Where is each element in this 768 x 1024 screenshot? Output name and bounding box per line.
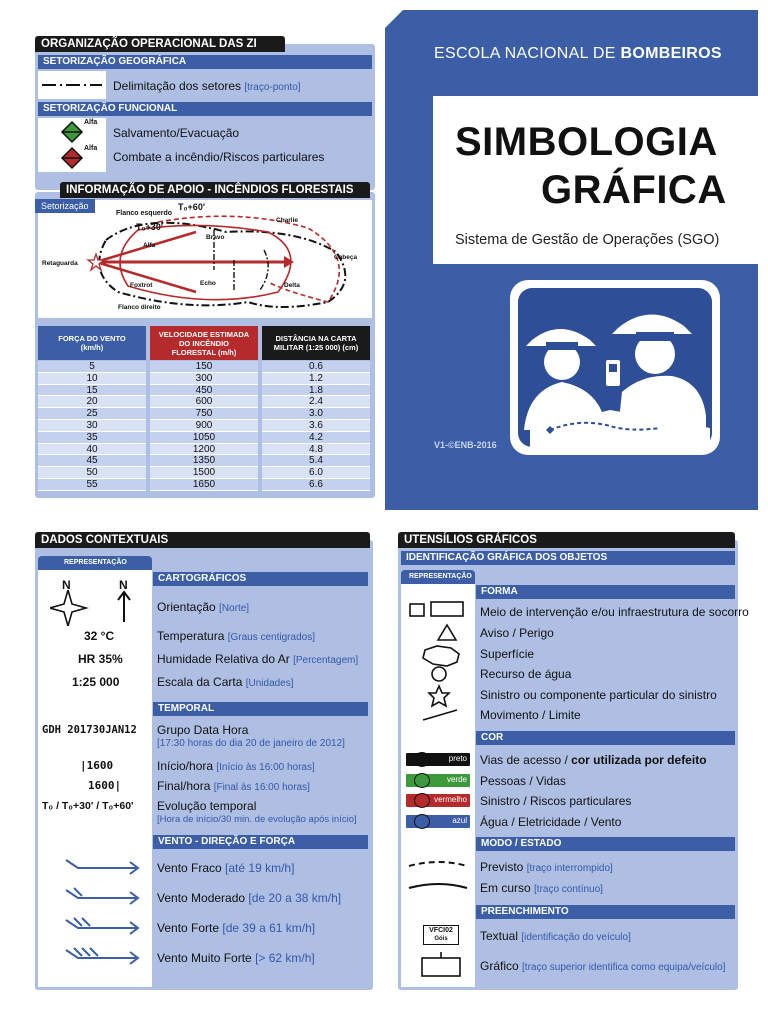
cell: 5: [38, 361, 146, 373]
north-arrows-icon: [50, 590, 140, 626]
gdh-symbol: GDH 201730JAN12: [42, 724, 137, 736]
cover-title-1: SIMBOLOGIA: [455, 120, 718, 164]
hint: [Final às 16:00 horas]: [213, 782, 310, 793]
hint: [traço contínuo]: [534, 884, 603, 895]
lbl-flanco-dir: Flanco direito: [118, 304, 161, 311]
forma-item-1: Meio de intervenção e/ou infraestrutura de socorro: [480, 605, 749, 619]
hint: [Início às 16:00 horas]: [216, 762, 315, 773]
temporal-bar: TEMPORAL: [153, 702, 368, 716]
cell: 150: [150, 361, 258, 373]
cell: 10: [38, 373, 146, 385]
cell: 300: [150, 373, 258, 385]
hint: [traço interrompido]: [526, 863, 613, 874]
hint: [> 62 km/h]: [255, 951, 315, 965]
ute-rep-tab: REPRESENTAÇÃO: [401, 570, 475, 584]
cell: 1350: [150, 455, 258, 467]
hint: [Unidades]: [245, 678, 294, 689]
label: Vento Fraco: [157, 861, 226, 875]
swatch-dot: [414, 773, 430, 788]
swatch-dot: [414, 793, 430, 808]
geo-item-hint: [traço-ponto]: [244, 82, 301, 93]
lbl-flanco-esq: Flanco esquerdo: [116, 210, 173, 217]
modo-emcurso: [480, 881, 603, 895]
wind-weak: [157, 861, 294, 875]
cover-corner-cut: [385, 10, 403, 28]
cor-item-1: [480, 753, 707, 767]
cover-school: [434, 45, 722, 63]
swatch-name: vermelho: [434, 795, 467, 804]
col-speed: [150, 361, 258, 491]
hint: [identificação do veículo]: [521, 932, 631, 943]
label: Orientação: [157, 600, 220, 614]
lbl-bravo: Bravo: [206, 234, 225, 241]
wind-barbs-icon: [60, 852, 144, 972]
forma-item-3: Superfície: [480, 647, 535, 661]
label: Vento Moderado: [157, 891, 249, 905]
cell: 50: [38, 467, 146, 479]
label: Humidade Relativa do Ar: [157, 652, 294, 666]
label: Em curso: [480, 881, 535, 895]
swatch-dot: [414, 814, 430, 829]
cell: 45: [38, 455, 146, 467]
label: Vias de acesso /: [480, 753, 572, 767]
cell: 3.6: [262, 420, 370, 432]
cell: 1.8: [262, 385, 370, 397]
label: Vento Muito Forte: [157, 951, 256, 965]
cell: 55: [38, 479, 146, 491]
cell: 4.8: [262, 444, 370, 456]
label: Evolução temporal: [157, 799, 257, 813]
func-bar: SETORIZAÇÃO FUNCIONAL: [38, 102, 372, 116]
cor-item-4: Água / Eletricidade / Vento: [480, 815, 622, 829]
geo-bar: SETORIZAÇÃO GEOGRÁFICA: [38, 55, 372, 69]
label: Início/hora: [157, 759, 217, 773]
cell: 1650: [150, 479, 258, 491]
forma-item-4: Recurso de água: [480, 667, 572, 681]
cover-version: V1-©ENB-2016: [434, 440, 497, 450]
cart-hr: [157, 652, 358, 666]
lbl-retaguarda: Retaguarda: [42, 260, 78, 267]
geo-item: [113, 79, 301, 93]
cell: 4.2: [262, 432, 370, 444]
cart-scale: [157, 675, 294, 689]
swatch-vermelho: [406, 794, 470, 807]
hint: [Hora de início/30 min. de evolução após início]: [157, 814, 357, 825]
cart-bar: CARTOGRÁFICOS: [153, 572, 368, 586]
cell: 1050: [150, 432, 258, 444]
shape-symbols: [401, 598, 475, 724]
hint: [Norte]: [219, 603, 250, 614]
cell: 600: [150, 396, 258, 408]
cover-illustration: [510, 280, 720, 455]
cell: 450: [150, 385, 258, 397]
forma-item-2: Aviso / Perigo: [480, 626, 554, 640]
vehicle-code-1: VFCI02: [429, 927, 453, 934]
col-dist: [262, 361, 370, 491]
fire-diagram: [38, 200, 372, 318]
wind-very-strong: [157, 951, 315, 965]
id-bar: IDENTIFICAÇÃO GRÁFICA DOS OBJETOS: [401, 551, 735, 565]
swatch-verde: [406, 774, 470, 787]
cor-bar: COR: [476, 731, 735, 745]
scale-symbol: 1:25 000: [72, 675, 120, 689]
lbl-t60: T₀+60': [178, 202, 205, 212]
swatch-preto: [406, 753, 470, 766]
wind-moderate: [157, 891, 341, 905]
hr-symbol: HR 35%: [78, 652, 123, 666]
func-tag-2: Alfa: [84, 145, 98, 152]
hint: [17:30 horas do dia 20 de janeiro de 2012]: [157, 738, 345, 749]
cell: 6.0: [262, 467, 370, 479]
label: Gráfico: [480, 959, 523, 973]
label: Textual: [480, 929, 522, 943]
cell: 40: [38, 444, 146, 456]
lbl-alfa: Alfa: [143, 242, 156, 249]
ute-title: UTENSÍLIOS GRÁFICOS: [398, 532, 735, 548]
swatch-dot: [414, 752, 430, 767]
fire-title: INFORMAÇÃO DE APOIO - INCÊNDIOS FLORESTAIS: [60, 182, 370, 198]
col-wind: [38, 361, 146, 491]
func-item-2: Combate a incêndio/Riscos particulares: [113, 150, 325, 164]
label: Final/hora: [157, 779, 214, 793]
cor-item-2: Pessoas / Vidas: [480, 774, 566, 788]
func-tag-1: Alfa: [84, 119, 98, 126]
cell: 3.0: [262, 408, 370, 420]
hdr-dist: [262, 326, 370, 360]
dados-rep-tab: REPRESENTAÇÃO: [38, 556, 152, 570]
func-item-1: Salvamento/Evacuação: [113, 126, 240, 140]
cell: 1.2: [262, 373, 370, 385]
label: Escala da Carta: [157, 675, 246, 689]
swatch-name: azul: [452, 816, 467, 825]
swatch-azul: [406, 815, 470, 828]
cart-orient: [157, 600, 249, 614]
hint: [Percentagem]: [293, 655, 359, 666]
lbl-echo: Echo: [200, 280, 216, 287]
cell: 2.4: [262, 396, 370, 408]
temporal-evol: [157, 800, 357, 826]
swatch-name: preto: [448, 754, 467, 763]
cell: 750: [150, 408, 258, 420]
preench-textual: [480, 929, 631, 943]
north-label-1: N: [62, 578, 71, 592]
modo-previsto: [480, 860, 613, 874]
wind-strong: [157, 921, 315, 935]
temporal-end: [157, 779, 310, 793]
hint: [até 19 km/h]: [225, 861, 295, 875]
label: Vento Forte: [157, 921, 223, 935]
vehicle-code-2: Góis: [434, 936, 448, 942]
team-vehicle-icon: [420, 950, 464, 980]
cor-item-3: Sinistro / Riscos particulares: [480, 794, 632, 808]
cover-title-2: GRÁFICA: [541, 168, 727, 212]
temp-symbol: 32 °C: [84, 629, 115, 643]
evol-symbol: T₀ / T₀+30' / T₀+60': [42, 800, 134, 812]
hdr-speed-text: VELOCIDADE ESTIMADA DO INCÊNDIO FLORESTAL (m/h): [158, 329, 250, 357]
preench-grafico: [480, 959, 725, 973]
fire-tab: Setorização: [35, 199, 95, 213]
preench-bar: PREENCHIMENTO: [476, 905, 735, 919]
cell: 5.4: [262, 455, 370, 467]
hdr-speed: [150, 326, 258, 360]
vehicle-box: [423, 925, 459, 945]
dados-title: DADOS CONTEXTUAIS: [35, 532, 370, 548]
func-symbol-box: [38, 118, 106, 172]
fire-sectors-diagram: [38, 200, 372, 318]
hint: [traço superior identifica como equipa/veículo]: [522, 962, 726, 973]
start-symbol: |1600: [80, 759, 114, 772]
hint: [Graus centigrados]: [227, 632, 315, 643]
label: Grupo Data Hora: [157, 723, 249, 737]
hdr-wind: [38, 326, 146, 360]
hint: [de 20 a 38 km/h]: [248, 891, 342, 905]
north-label-2: N: [119, 578, 128, 592]
forma-item-6: Movimento / Limite: [480, 708, 581, 722]
cell: 15: [38, 385, 146, 397]
org-title: ORGANIZAÇÃO OPERACIONAL DAS ZI: [35, 36, 285, 52]
cart-temp: [157, 629, 315, 643]
lbl-charlie: Charlie: [276, 217, 299, 224]
end-symbol: 1600|: [88, 779, 122, 792]
geo-item-label: Delimitação dos setores: [113, 79, 245, 93]
cover-subtitle: Sistema de Gestão de Operações (SGO): [455, 232, 720, 248]
hint: [de 39 a 61 km/h]: [222, 921, 316, 935]
responders-icon: [510, 280, 720, 455]
lbl-cabeca: Cabeça: [334, 254, 358, 261]
cell: 25: [38, 408, 146, 420]
cell: 20: [38, 396, 146, 408]
swatch-name: verde: [446, 775, 467, 784]
cell: 1500: [150, 467, 258, 479]
hdr-wind-text: FORÇA DO VENTO (km/h): [58, 334, 126, 352]
cell: 35: [38, 432, 146, 444]
cell: 900: [150, 420, 258, 432]
dash-dot-line-icon: [38, 71, 106, 99]
school-bold: BOMBEIROS: [620, 45, 722, 62]
cell: 1200: [150, 444, 258, 456]
label: Previsto: [480, 860, 527, 874]
line-mode-symbols: [401, 852, 475, 898]
label: Temperatura: [157, 629, 228, 643]
lbl-delta: Delta: [284, 282, 300, 289]
lbl-foxtrot: Foxtrot: [130, 282, 153, 289]
modo-bar: MODO / ESTADO: [476, 837, 735, 851]
school-prefix: ESCOLA NACIONAL DE: [434, 45, 621, 62]
forma-bar: FORMA: [476, 585, 735, 599]
cell: 6.6: [262, 479, 370, 491]
cell: 30: [38, 420, 146, 432]
lbl-t30: T₀+30': [136, 222, 163, 232]
forma-item-5: Sinistro ou componente particular do sinistro: [480, 688, 717, 702]
temporal-gdh: [157, 724, 345, 750]
geo-symbol-box: [38, 71, 106, 99]
hdr-dist-text: DISTÂNCIA NA CARTA MILITAR (1:25 000) (cm): [273, 334, 359, 352]
cell: 0.6: [262, 361, 370, 373]
bold: cor utilizada por defeito: [571, 753, 707, 767]
temporal-start: [157, 759, 315, 773]
wind-bar: VENTO - DIREÇÃO E FORÇA: [153, 835, 368, 849]
